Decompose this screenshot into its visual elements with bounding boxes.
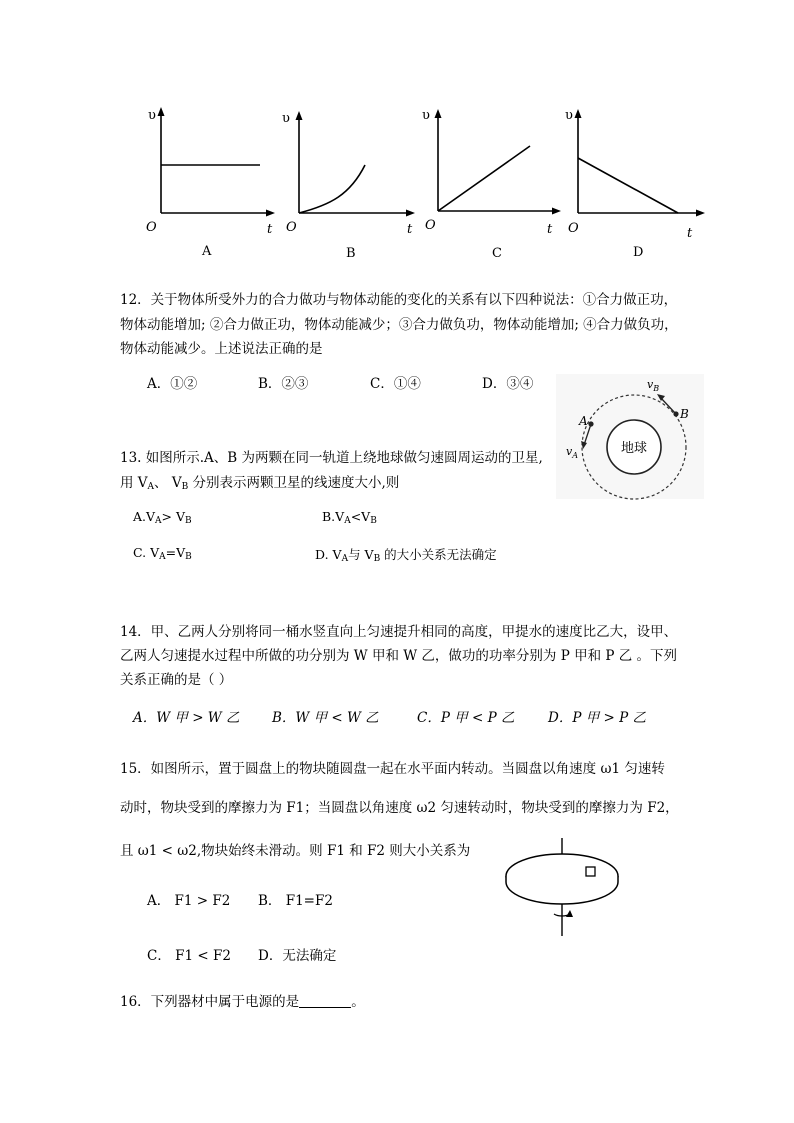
- rotating-disc-figure: [504, 838, 634, 938]
- satellite-a-label: A: [579, 414, 588, 428]
- graph-c-caption: C: [492, 246, 502, 261]
- q14-line-2: 乙两人匀速提水过程中所做的功分别为 W 甲和 W 乙，做功的功率分别为 P 甲和 P 乙 。下列: [120, 648, 678, 664]
- q15-line-3: 且 ω1 < ω2,物块始终未滑动。则 F1 和 F2 则大小关系为: [120, 843, 471, 859]
- q16-text: 16．下列器材中属于电源的是: [120, 994, 300, 1010]
- q12-option-d[interactable]: D．③④: [482, 376, 534, 392]
- q15-line-1: 15．如图所示，置于圆盘上的物块随圆盘一起在水平面内转动。当圆盘以角速度 ω1 匀速转: [120, 761, 665, 777]
- q14-option-a[interactable]: A．W 甲 > W 乙: [133, 710, 240, 726]
- graph-d-y-label: υ: [565, 108, 573, 123]
- graph-b-y-label: υ: [282, 111, 290, 126]
- velocity-b-label: $v_B$: [647, 378, 660, 393]
- q13-option-c[interactable]: C. $V_A=V_B$: [133, 545, 192, 562]
- q12-line-3: 物体动能减少。上述说法正确的是: [120, 341, 323, 357]
- graph-d-x-label: t: [687, 226, 693, 241]
- graph-d: [560, 105, 710, 260]
- q16-answer-blank[interactable]: [299, 995, 351, 1008]
- q13-option-a[interactable]: $A.V_A> V_B$: [133, 509, 192, 526]
- q14-option-b[interactable]: B．W 甲 < W 乙: [272, 710, 379, 726]
- q13-option-b[interactable]: $B.V_A<V_B$: [322, 509, 377, 526]
- graph-b: [280, 105, 420, 261]
- q12-line-2: 物体动能增加; ②合力做正功，物体动能减少；③合力做负功，物体动能增加; ④合力做负功，: [120, 317, 678, 333]
- graph-c-origin: O: [425, 218, 436, 233]
- q14-line-1: 14．甲、乙两人分别将同一桶水竖直向上匀速提升相同的高度，甲提水的速度比乙大，设甲、: [120, 624, 678, 640]
- q13-line-2: 用 $V_A$、 $V_B$ 分别表示两颗卫星的线速度大小,则: [120, 475, 400, 492]
- q15-option-a[interactable]: A． F1 > F2: [147, 893, 231, 909]
- graph-d-caption: D: [633, 245, 644, 260]
- q12-option-b[interactable]: B．②③: [258, 376, 309, 392]
- q13-option-d[interactable]: D. $V_A$与 $V_B$ 的大小关系无法确定: [315, 547, 497, 564]
- q15-option-d[interactable]: D．无法确定: [258, 948, 337, 964]
- q14-option-d[interactable]: D．P 甲 > P 乙: [548, 710, 646, 726]
- graph-b-caption: B: [346, 246, 356, 261]
- velocity-a-label: $v_A$: [566, 445, 578, 460]
- question-16: 16．下列器材中属于电源的是 。: [120, 994, 365, 1010]
- graph-a-y-label: υ: [148, 108, 156, 123]
- q12-option-c[interactable]: C．①④: [370, 376, 421, 392]
- graph-d-origin: O: [568, 221, 579, 236]
- earth-label: 地球: [621, 441, 648, 456]
- graph-a-x-label: t: [267, 222, 273, 237]
- graph-b-x-label: t: [407, 222, 413, 237]
- q15-option-b[interactable]: B． F1=F2: [258, 893, 333, 909]
- q14-line-3: 关系正确的是（ ）: [120, 672, 233, 688]
- q12-option-a[interactable]: A．①②: [147, 376, 198, 392]
- satellite-orbit-figure: [556, 374, 704, 499]
- graph-c-x-label: t: [547, 222, 553, 237]
- q15-option-c[interactable]: C． F1 < F2: [147, 948, 231, 964]
- satellite-b-label: B: [680, 407, 689, 421]
- q12-line-1: 12．关于物体所受外力的合力做功与物体动能的变化的关系有以下四种说法：①合力做正功，: [120, 292, 678, 308]
- q14-option-c[interactable]: C．P 甲 < P 乙: [417, 710, 515, 726]
- graph-a: [140, 105, 280, 259]
- graph-a-caption: A: [202, 244, 212, 259]
- q15-line-2: 动时，物块受到的摩擦力为 F1；当圆盘以角速度 ω2 匀速转动时，物块受到的摩擦力为 F2，: [120, 800, 679, 816]
- graph-b-origin: O: [286, 220, 297, 235]
- graph-c-y-label: υ: [422, 108, 430, 123]
- graph-a-origin: O: [146, 220, 157, 235]
- graph-c: [418, 105, 568, 261]
- q13-line-1: 13. 如图所示.A、B 为两颗在同一轨道上绕地球做匀速圆周运动的卫星,: [120, 450, 543, 466]
